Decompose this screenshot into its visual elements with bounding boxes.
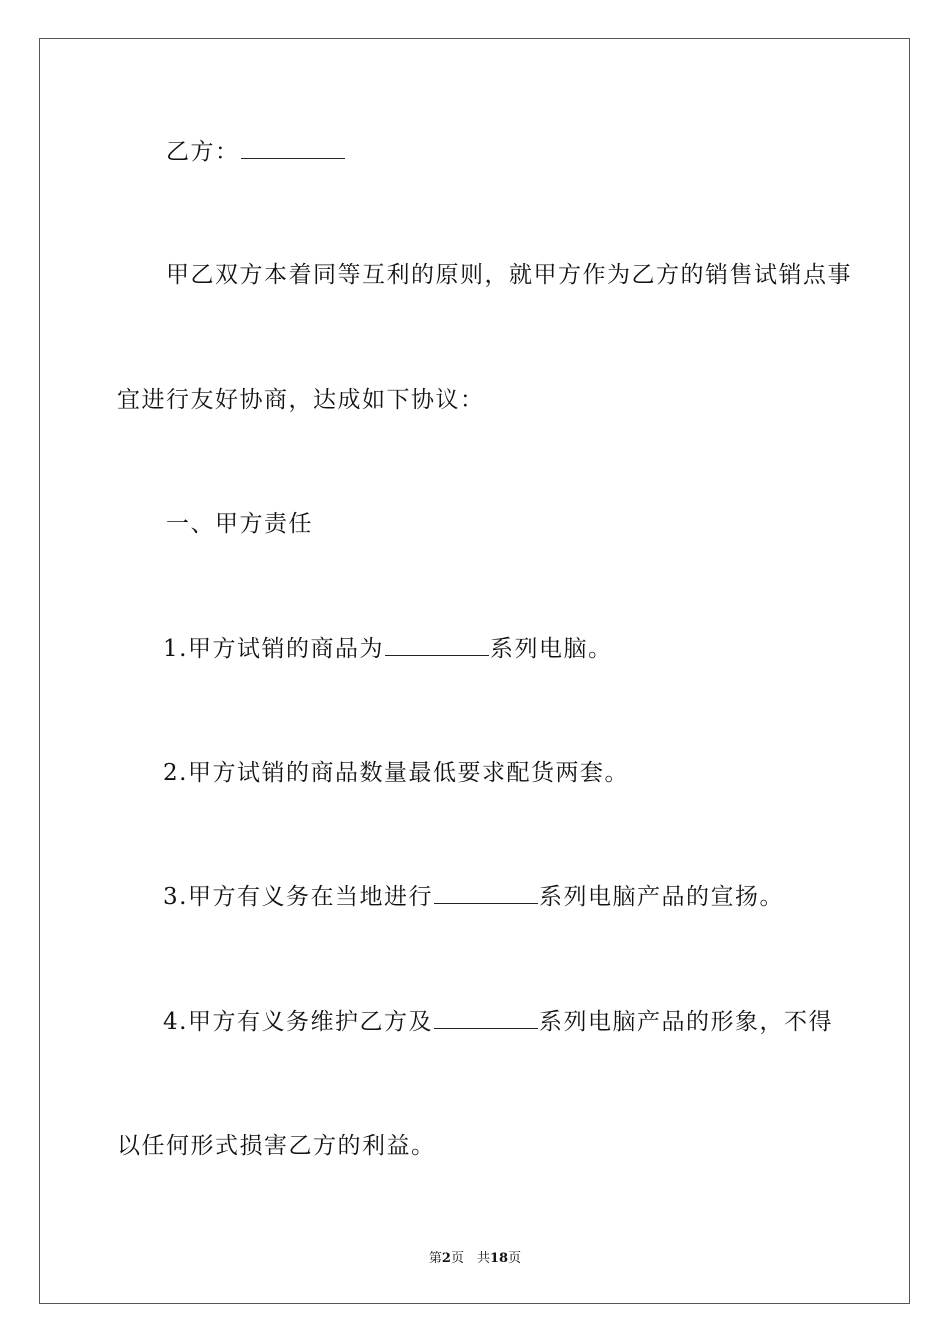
clause-3-blank: [434, 883, 538, 904]
section-heading: 一、甲方责任: [166, 511, 313, 537]
footer-page-number: 2: [441, 1251, 451, 1266]
clause-4-continued: 以任何形式损害乙方的利益。: [117, 1133, 436, 1159]
clause-1-pre: 1.甲方试销的商品为: [163, 636, 384, 662]
clause-4: [163, 1007, 833, 1037]
party-b-blank: [241, 138, 345, 159]
footer-total-pages: 18: [489, 1251, 509, 1266]
clause-1-post: 系列电脑。: [489, 636, 613, 662]
clause-1-blank: [385, 635, 489, 656]
intro-line-1: 甲乙双方本着同等互利的原则，就甲方作为乙方的销售试销点事: [166, 262, 852, 288]
footer-page-suffix: 页: [508, 1251, 522, 1266]
intro-line-2: 宜进行友好协商，达成如下协议：: [117, 387, 485, 413]
clause-4-pre: 4.甲方有义务维护乙方及: [163, 1009, 433, 1035]
footer-page-prefix: 第: [428, 1251, 442, 1266]
clause-2: 2.甲方试销的商品数量最低要求配货两套。: [163, 760, 629, 786]
page-frame: [39, 38, 910, 1304]
clause-4-blank: [434, 1008, 538, 1029]
clause-3-post: 系列电脑产品的宣扬。: [538, 884, 784, 910]
party-b-line: [166, 137, 346, 167]
clause-1: [163, 634, 612, 664]
party-b-label: 乙方：: [166, 139, 240, 165]
footer-page-mid: 页 共: [450, 1251, 490, 1266]
clause-3-pre: 3.甲方有义务在当地进行: [163, 884, 433, 910]
clause-3: [163, 882, 784, 912]
clause-4-post: 系列电脑产品的形象，不得: [538, 1009, 833, 1035]
page-footer: [0, 1247, 950, 1266]
